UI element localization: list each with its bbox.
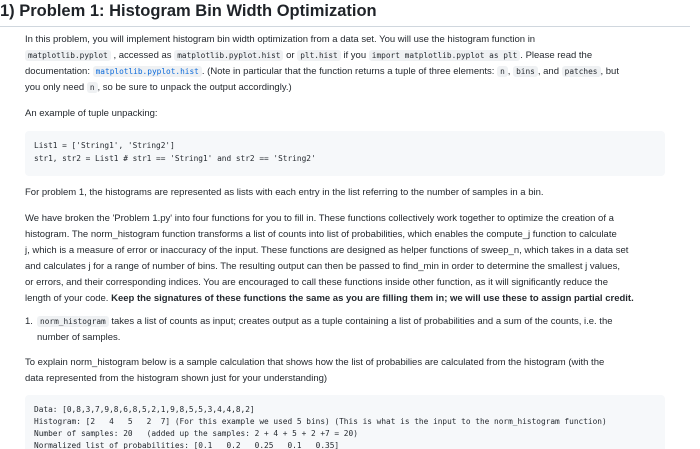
intro-text: you only need <box>25 82 85 93</box>
intro-text: documentation: <box>25 66 90 77</box>
code-block-tuple-example <box>25 131 665 176</box>
intro-text: , accessed as <box>113 50 172 61</box>
paragraph-line: or errors, and their corresponding indices. You are encouraged to call these functions inside other function, as it will significantly reduce the <box>25 277 609 288</box>
code-line: Normalized list of probabilities: [0.1 0.2 0.25 0.1 0.35] <box>34 441 340 449</box>
intro-text: , but <box>600 66 619 77</box>
inline-code: patches <box>562 66 601 77</box>
intro-paragraph: In this problem, you will implement histogram bin width optimization from a data set. You will use the histogram function in matplotlib.pyplot , accessed as matplotlib.pyplot.hist or plt.hist if you import matplotlib.pyplot as plt . Please read the documentation: matplotlib.pyplot.hist . (Note in particular that the function returns a tuple of three elements: n , bins , and patches , but you only need n , so be sure to unpack the output accordingly.) <box>25 34 619 93</box>
intro-text: , and <box>537 66 559 77</box>
paragraph-line: j, which is a measure of error or inaccuracy of the input. These functions are designed as helper functions of sweep_n, which takes in a data set <box>25 245 629 256</box>
inline-code: bins <box>513 66 538 77</box>
paragraph-line: data represented from the histogram shown just for your understanding) <box>25 373 328 384</box>
histogram-representation-paragraph: For problem 1, the histograms are represented as lists with each entry in the list referring to the number of samples in a bin. <box>25 187 544 198</box>
inline-code: n <box>497 66 508 77</box>
code-line: str1, str2 = List1 # str1 == 'String1' and str2 == 'String2' <box>34 154 316 163</box>
inline-code: plt.hist <box>297 50 341 61</box>
intro-text: if you <box>343 50 367 61</box>
inline-code: matplotlib.pyplot.hist <box>174 50 283 61</box>
functions-overview-paragraph <box>25 211 665 307</box>
code-line: List1 = ['String1', 'String2'] <box>34 141 175 150</box>
code-block-sample-calculation <box>25 395 665 449</box>
code-line: Number of samples: 20 (added up the samples: 2 + 4 + 5 + 2 +7 = 20) <box>34 429 358 438</box>
example-label: An example of tuple unpacking: <box>25 108 158 119</box>
code-line: Data: [0,8,3,7,9,8,6,8,5,2,1,9,8,5,5,3,4,4,8,2] <box>34 405 255 414</box>
page-title <box>0 0 690 27</box>
list-text: number of samples. <box>37 332 121 343</box>
bold-instruction: Keep the signatures of these functions the same as you are filling them in; we will use these to assign partial credit. <box>111 293 634 304</box>
intro-text: . (Note in particular that the function returns a tuple of three elements: <box>201 66 495 77</box>
code-line: Histogram: [2 4 5 2 7] (For this example we used 5 bins) (This is what is the input to the norm_histogram function) <box>34 417 607 426</box>
inline-code: import matplotlib.pyplot as plt <box>369 50 521 61</box>
list-text: takes a list of counts as input; creates output as a tuple containing a list of probabilities and a sum of the counts, i.e. the <box>111 316 613 327</box>
list-item-norm-histogram <box>25 314 657 346</box>
inline-code: matplotlib.pyplot <box>25 50 111 61</box>
intro-text: In this problem, you will implement histogram bin width optimization from a data set. You will use the histogram function in <box>25 34 536 45</box>
intro-text: or <box>286 50 295 61</box>
inline-code: n <box>87 82 98 93</box>
norm-histogram-explanation <box>25 355 665 387</box>
intro-text: , so be sure to unpack the output accordingly.) <box>97 82 292 93</box>
paragraph-line: To explain norm_histogram below is a sample calculation that shows how the list of probabilies are calculated from the histogram (with the <box>25 357 605 368</box>
paragraph-line: length of your code. <box>25 293 109 304</box>
paragraph-line: We have broken the 'Problem 1.py' into four functions for you to fill in. These functions collectively work together to optimize the creation of a <box>25 213 614 224</box>
intro-text: . Please read the <box>520 50 593 61</box>
list-number: 1. <box>25 316 33 327</box>
paragraph-line: and calculates j for a range of number of bins. The resulting output can then be passed to find_min in order to determine the smallest j values, <box>25 261 620 272</box>
paragraph-line: histogram. The norm_histogram function transforms a list of counts into list of probabilities, which enables the compute_j function to calculate <box>25 229 617 240</box>
inline-code: norm_histogram <box>37 316 109 327</box>
page-title-text: 1) Problem 1: Histogram Bin Width Optimization <box>0 2 377 20</box>
documentation-link[interactable]: matplotlib.pyplot.hist <box>93 66 202 77</box>
